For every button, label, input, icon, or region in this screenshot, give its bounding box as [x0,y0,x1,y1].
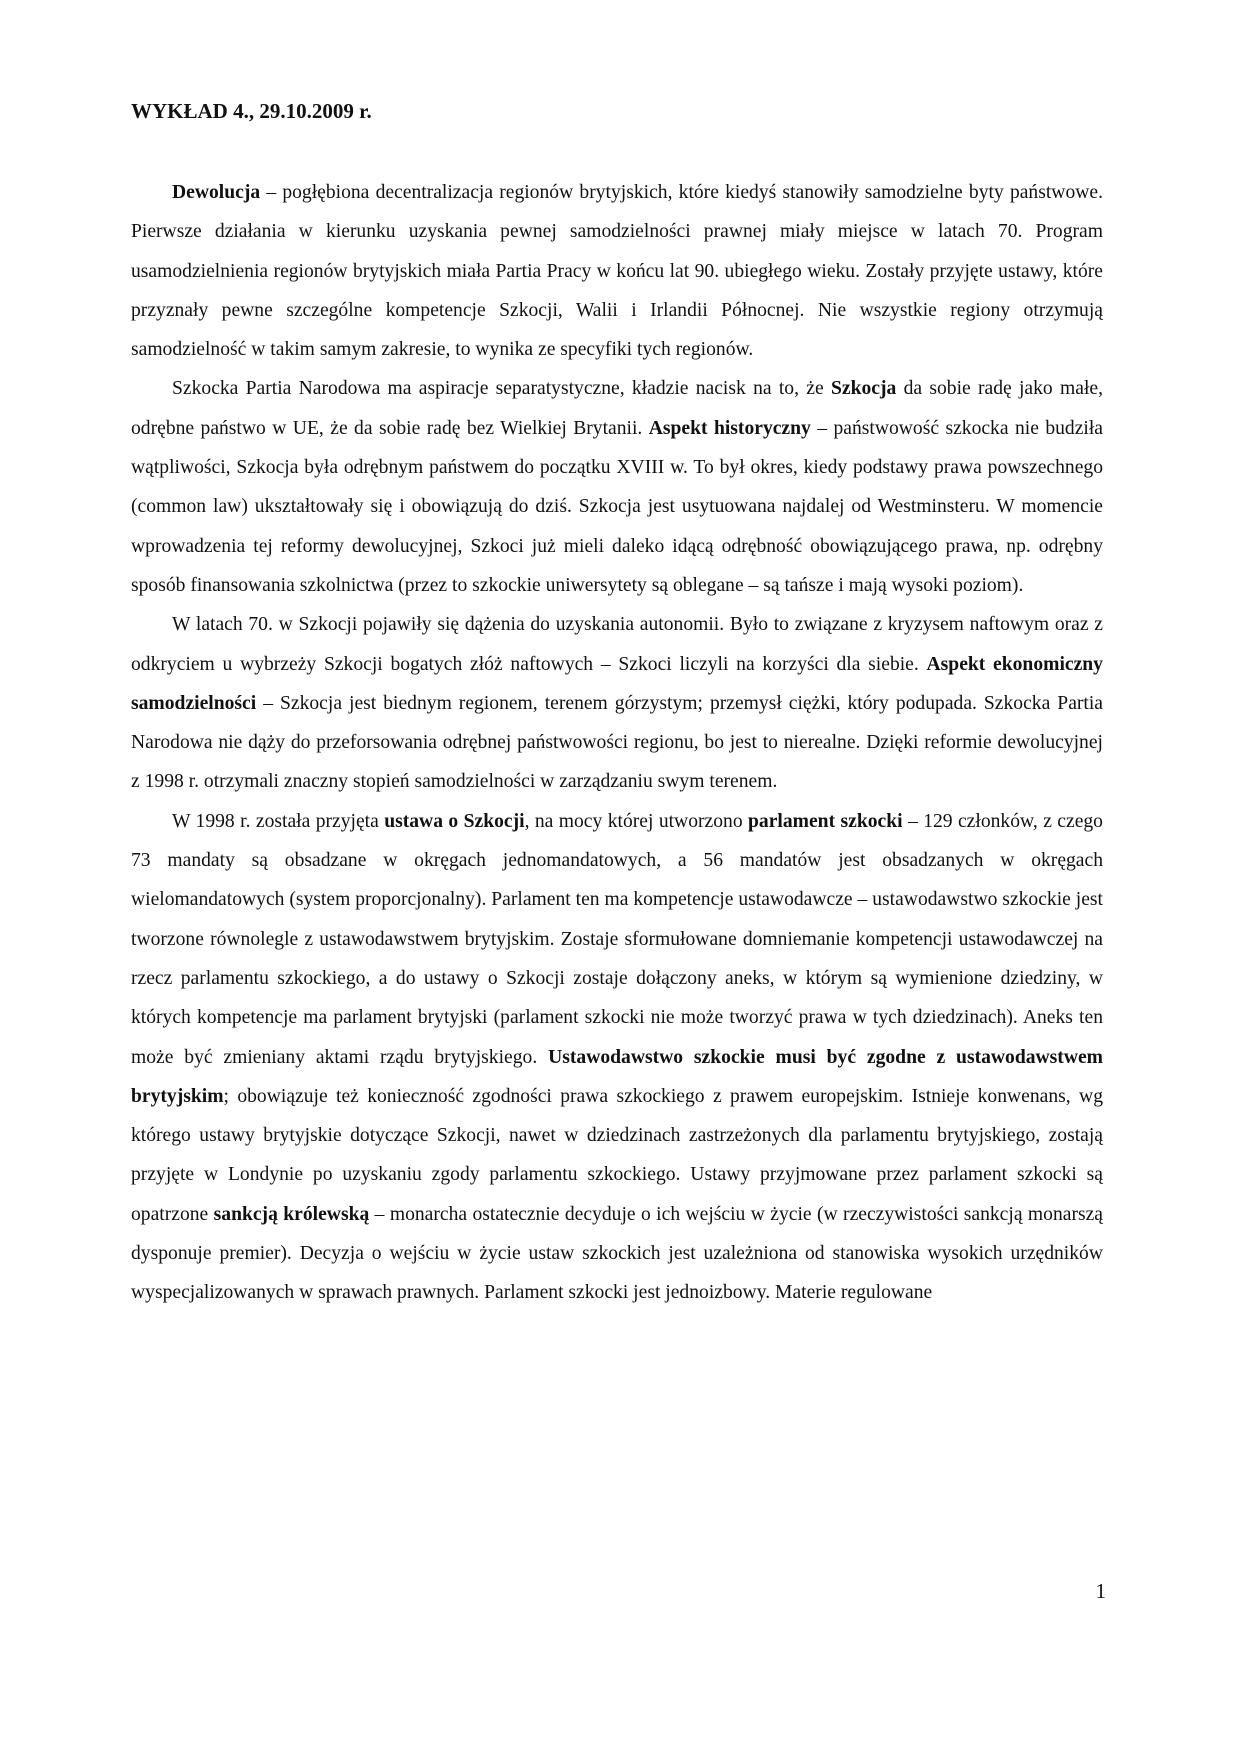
text-run: da sobie radę jako małe, odrębne państwo w UE, że da sobie radę bez Wielkiej Brytanii. [131,378,1103,439]
document-body [131,173,1103,1313]
page-number: 1 [1095,1579,1106,1603]
text-run: W 1998 r. została przyjęta [172,810,385,832]
bold-term: Aspekt ekonomiczny samodzielności [131,653,1103,714]
bold-term: Dewolucja [172,182,261,203]
lecture-title: WYKŁAD 4., 29.10.2009 r. [131,99,372,123]
bold-term: Ustawodawstwo szkockie musi być zgodne z ustawodawstwem brytyjskim [131,1046,1103,1107]
paragraph [131,802,1103,1313]
paragraph [131,605,1103,801]
bold-term: Szkocja [830,378,897,400]
text-run: , na mocy której utworzono [524,810,749,832]
text-run: Szkocka Partia Narodowa ma aspiracje separatystyczne, kładzie nacisk na to, że [172,378,831,400]
text-run: – monarcha ostatecznie decyduje o ich wejściu w życie (w rzeczywistości sankcją monarszą dysponuje premier). Decyzja o wejściu w życie ustaw szkockich jest uzależniona od stanowiska wysokich urzędników wyspecjalizowanych w sprawach prawnych. Parlament szkocki jest jednoizbowy. Materie regulowane [131,1203,1103,1304]
bold-term: Aspekt historyczny [648,417,811,439]
bold-term: parlament szkocki [748,810,903,832]
text-run: – 129 członków, z czego 73 mandaty są obsadzane w okręgach jednomandatowych, a 56 mandatów jest obsadzanych w okręgach wielomandatowych (system proporcjonalny). Parlament ten ma kompetencje ustawodawcze – ustawodawstwo szkockie jest tworzone równolegle z ustawodawstwem brytyjskim. Zostaje sformułowane domniemanie kompetencji ustawodawczej na rzecz parlamentu szkockiego, a do ustawy o Szkocji zostaje dołączony aneks, w którym są wymienione dziedziny, w których kompetencje ma parlament brytyjski (parlament szkocki nie może tworzyć prawa w tych dziedzinach). Aneks ten może być zmieniany aktami rządu brytyjskiego. [131,810,1103,1068]
text-run: – państwowość szkocka nie budziła wątpliwości, Szkocja była odrębnym państwem do początku XVIII w. To był okres, kiedy podstawy prawa powszechnego (common law) ukształtowały się i obowiązują do dziś. Szkocja jest usytuowana najdalej od Westminsteru. W momencie wprowadzenia tej reformy dewolucyjnej, Szkoci już mieli daleko idącą odrębność obowiązującego prawa, np. odrębny sposób finansowania szkolnictwa (przez to szkockie uniwersytety są oblegane – są tańsze i mają wysoki poziom). [131,417,1103,596]
bold-term: sankcją królewską [213,1203,370,1225]
bold-term: ustawa o Szkocji [384,810,525,832]
text-run: ; obowiązuje też konieczność zgodności prawa szkockiego z prawem europejskim. Istnieje konwenans, wg którego ustawy brytyjskie dotyczące Szkocji, nawet w dziedzinach zastrzeżonych dla parlamentu brytyjskiego, zostają przyjęte w Londynie po uzyskaniu zgody parlamentu szkockiego. Ustawy przyjmowane przez parlament szkocki są opatrzone [131,1085,1103,1225]
text-run: – Szkocja jest biednym regionem, terenem górzystym; przemysł ciężki, który podupada. Szkocka Partia Narodowa nie dąży do przeforsowania odrębnej państwowości regionu, bo jest to nierealne. Dzięki reformie dewolucyjnej z 1998 r. otrzymali znaczny stopień samodzielności w zarządzaniu swym terenem. [131,692,1103,793]
text-run: – pogłębiona decentralizacja regionów brytyjskich, które kiedyś stanowiły samodzielne byty państwowe. Pierwsze działania w kierunku uzyskania pewnej samodzielności prawnej miały miejsce w latach 70. Program usamodzielnienia regionów brytyjskich miała Partia Pracy w końcu lat 90. ubiegłego wieku. Zostały przyjęte ustawy, które przyznały pewne szczególne kompetencje Szkocji, Walii i Irlandii Północnej. Nie wszystkie regiony otrzymują samodzielność w takim samym zakresie, to wynika ze specyfiki tych regionów. [131,182,1103,361]
paragraph [131,173,1103,369]
paragraph [131,369,1103,605]
text-run: W latach 70. w Szkocji pojawiły się dążenia do uzyskania autonomii. Było to związane z kryzysem naftowym oraz z odkryciem u wybrzeży Szkocji bogatych złóż naftowych – Szkoci liczyli na korzyści dla siebie. [131,614,1103,675]
